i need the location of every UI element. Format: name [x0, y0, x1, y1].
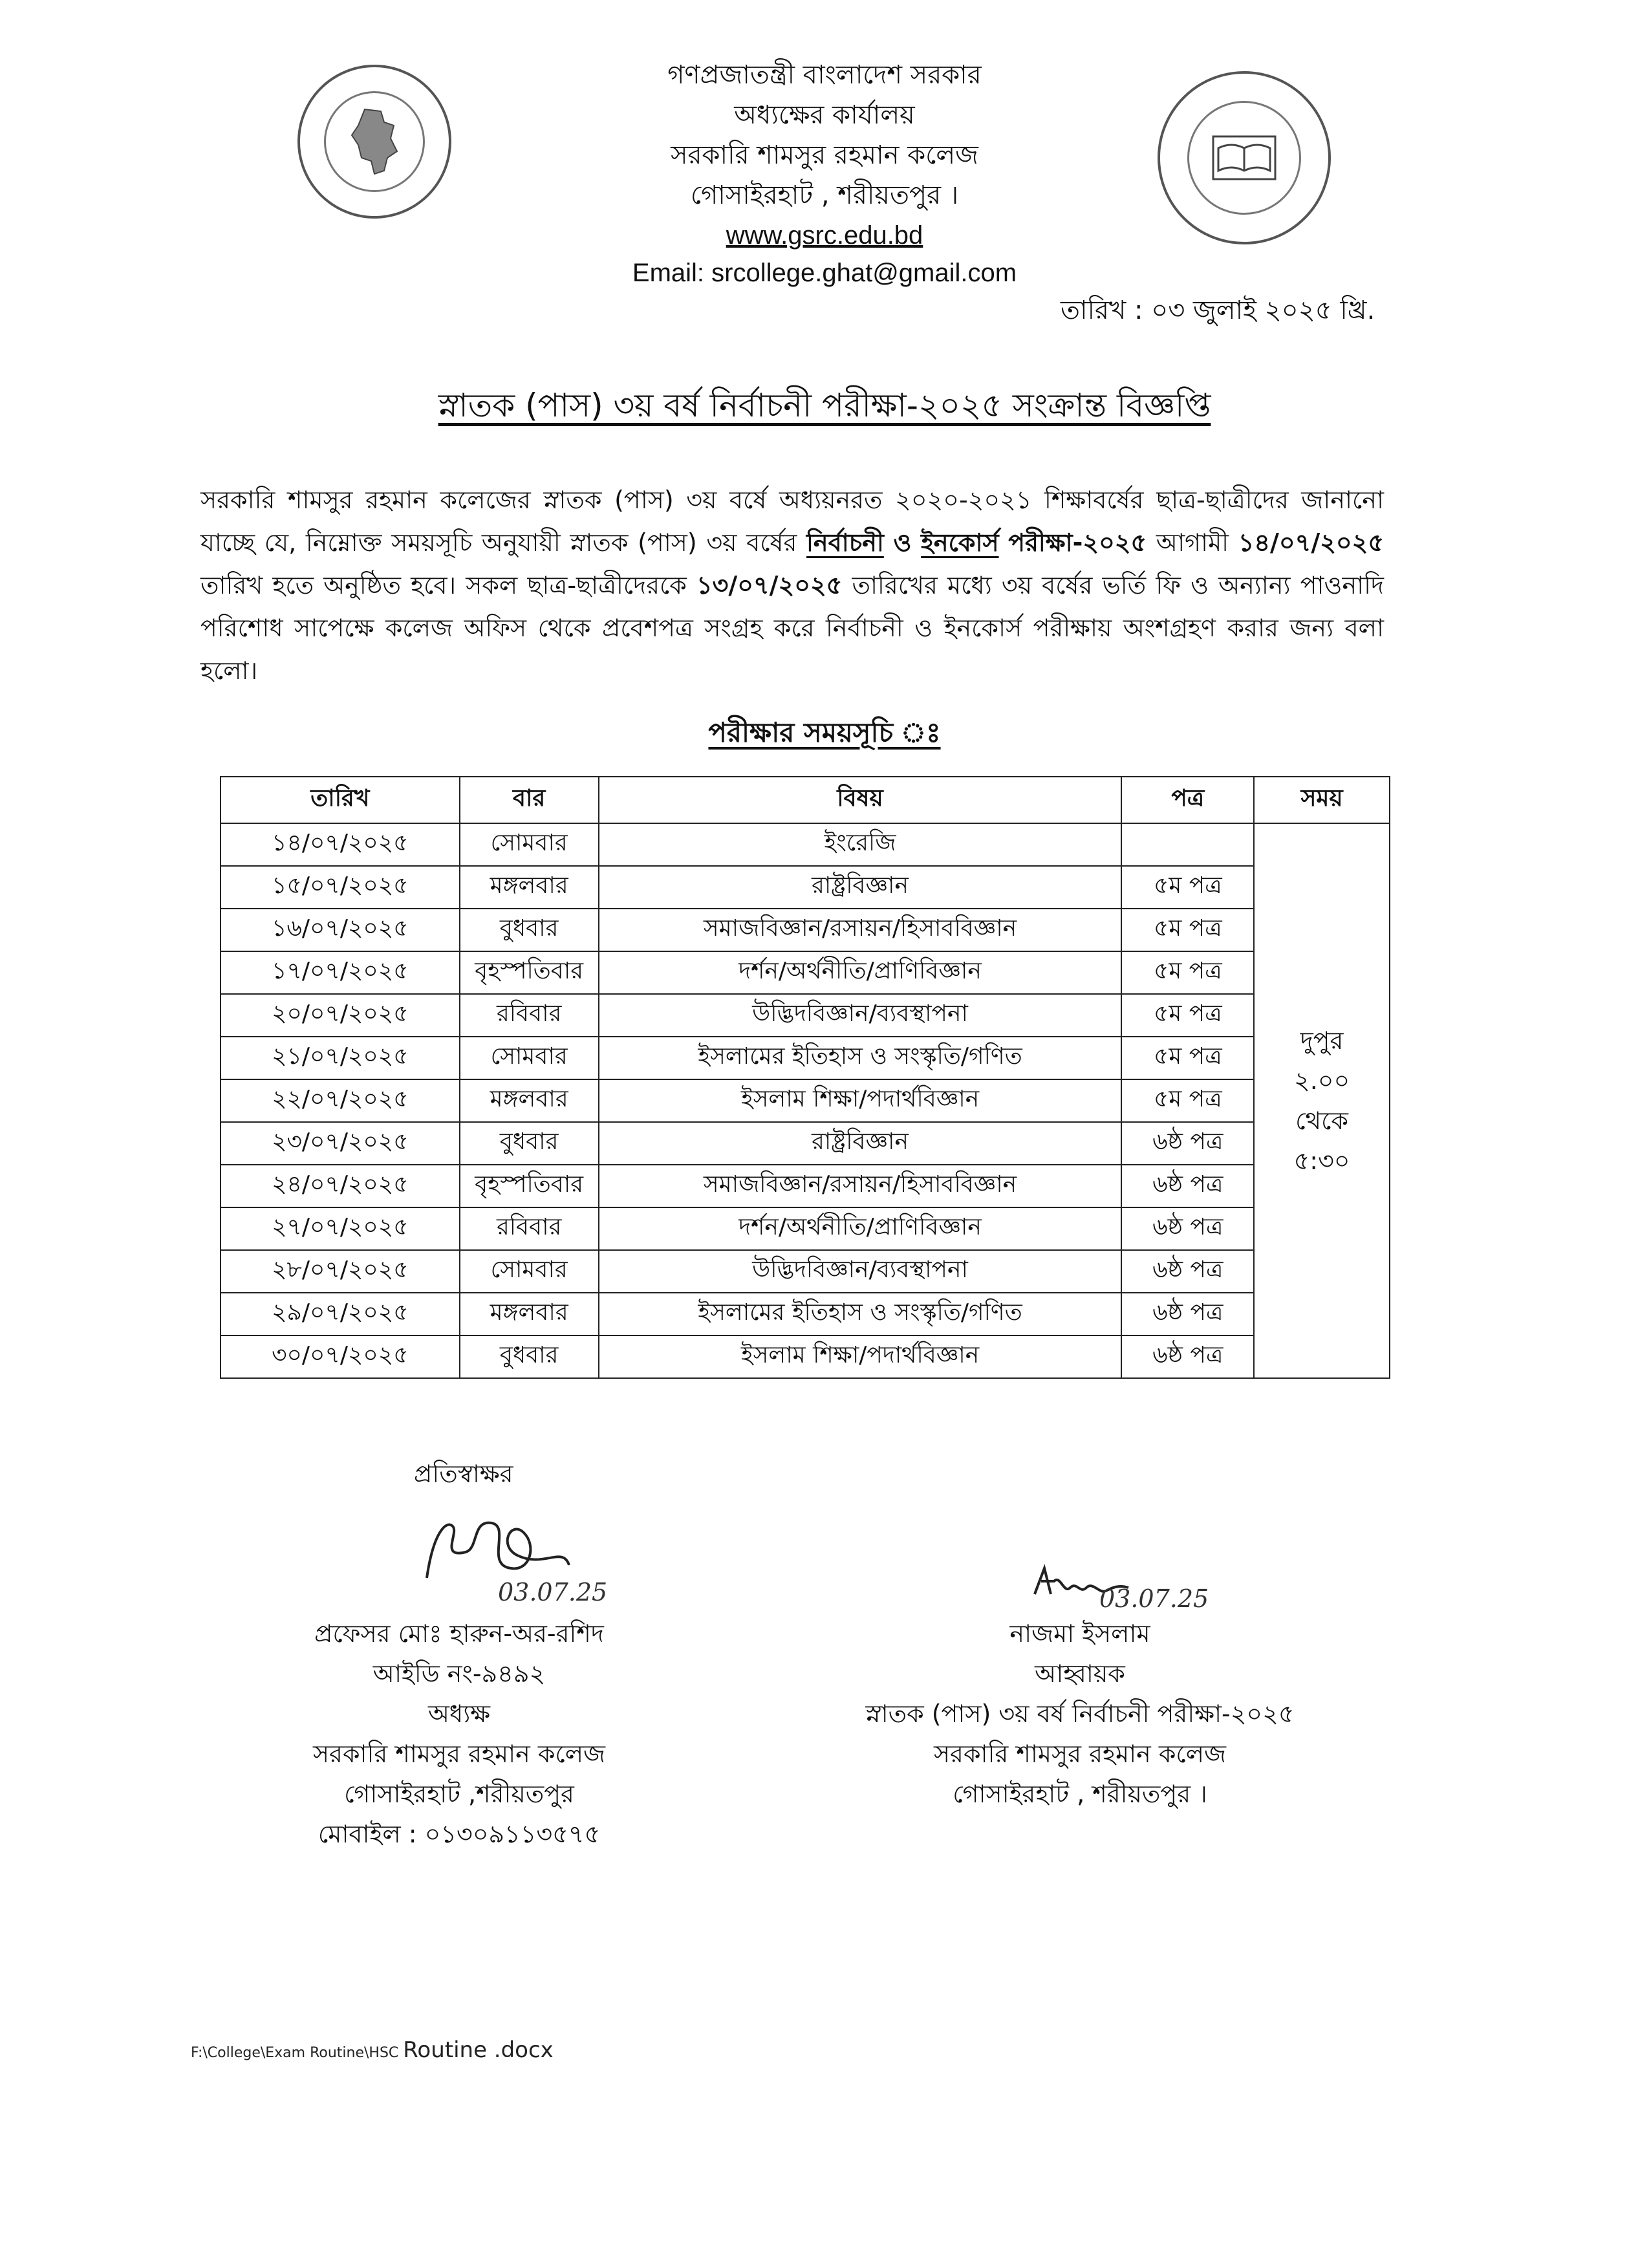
- body-text-3: তারিখ হতে অনুষ্ঠিত হবে। সকল ছাত্র-ছাত্রীদেরকে: [200, 571, 687, 599]
- body-bold-4: পরীক্ষা-২০২৫: [1008, 528, 1147, 557]
- table-row: [221, 1037, 1390, 1079]
- cell-day: রবিবার: [460, 994, 599, 1037]
- convener-committee: স্নাতক (পাস) ৩য় বর্ষ নির্বাচনী পরীক্ষা-২০২৫: [865, 1700, 1295, 1728]
- cell-date: ২৮/০৭/২০২৫: [221, 1250, 460, 1293]
- time-line: দুপুর: [1300, 1026, 1344, 1055]
- cell-paper: ৫ম পত্র: [1121, 866, 1254, 909]
- cell-subject: রাষ্ট্রবিজ্ঞান: [599, 866, 1122, 909]
- notice-date: তারিখ : ০৩ জুলাই ২০২৫ খ্রি.: [1061, 296, 1375, 325]
- cell-day: সোমবার: [460, 823, 599, 866]
- schedule-title: পরীক্ষার সময়সূচি ঃ: [708, 717, 941, 748]
- body-bold-1: নির্বাচনী: [806, 528, 884, 557]
- table-row: [221, 994, 1390, 1037]
- cell-paper: ৬ষ্ঠ পত্র: [1121, 1165, 1254, 1207]
- cell-subject: ইংরেজি: [599, 823, 1122, 866]
- cell-day: বৃহস্পতিবার: [460, 951, 599, 994]
- file-path-footer: [191, 2037, 554, 2063]
- file-path-name: Routine .docx: [403, 2037, 554, 2063]
- college-seal: [1158, 71, 1331, 244]
- body-bold-6: ১৩/০৭/২০২৫: [696, 571, 843, 599]
- cell-date: ২৭/০৭/২০২৫: [221, 1207, 460, 1250]
- cell-paper: ৬ষ্ঠ পত্র: [1121, 1335, 1254, 1378]
- cell-date: ১৭/০৭/২০২৫: [221, 951, 460, 994]
- table-header-row: [221, 777, 1390, 823]
- header-date: তারিখ: [221, 777, 460, 823]
- cell-date: ২৪/০৭/২০২৫: [221, 1165, 460, 1207]
- table-row: [221, 1122, 1390, 1165]
- college-address: গোসাইরহাট , শরীয়তপুর ।: [690, 180, 959, 210]
- convener-title: আহ্বায়ক: [1035, 1659, 1125, 1688]
- convener-name: নাজমা ইসলাম: [1009, 1619, 1150, 1648]
- govt-line: গণপ্রজাতন্ত্রী বাংলাদেশ সরকার: [667, 60, 982, 90]
- cell-subject: রাষ্ট্রবিজ্ঞান: [599, 1122, 1122, 1165]
- table-row: [221, 1250, 1390, 1293]
- cell-date: ৩০/০৭/২০২৫: [221, 1335, 460, 1378]
- convener-block: [802, 1614, 1358, 1814]
- cell-day: বুধবার: [460, 1335, 599, 1378]
- header-time: সময়: [1254, 777, 1390, 823]
- cell-date: ২২/০৭/২০২৫: [221, 1079, 460, 1122]
- cell-day: মঙ্গলবার: [460, 1079, 599, 1122]
- cell-date: ২৯/০৭/২০২৫: [221, 1293, 460, 1335]
- cell-subject: ইসলামের ইতিহাস ও সংস্কৃতি/গণিত: [599, 1037, 1122, 1079]
- cell-date: ২০/০৭/২০২৫: [221, 994, 460, 1037]
- convener-org: সরকারি শামসুর রহমান কলেজ: [933, 1740, 1227, 1768]
- table-row: [221, 951, 1390, 994]
- cell-paper: ৬ষ্ঠ পত্র: [1121, 1122, 1254, 1165]
- cell-subject: উদ্ভিদবিজ্ঞান/ব্যবস্থাপনা: [599, 994, 1122, 1037]
- cell-day: মঙ্গলবার: [460, 1293, 599, 1335]
- cell-day: মঙ্গলবার: [460, 866, 599, 909]
- cell-subject: সমাজবিজ্ঞান/রসায়ন/হিসাববিজ্ঞান: [599, 909, 1122, 951]
- time-line: ৫:৩০: [1293, 1147, 1350, 1175]
- cell-paper: ৫ম পত্র: [1121, 994, 1254, 1037]
- cell-day: বুধবার: [460, 1122, 599, 1165]
- body-bold-2: ও: [893, 528, 912, 557]
- principal-org: সরকারি শামসুর রহমান কলেজ: [312, 1740, 606, 1768]
- cell-date: ১৬/০৭/২০২৫: [221, 909, 460, 951]
- table-row: [221, 1335, 1390, 1378]
- header-subject: বিষয়: [599, 777, 1122, 823]
- cell-day: রবিবার: [460, 1207, 599, 1250]
- principal-place: গোসাইরহাট ,শরীয়তপুর: [344, 1780, 574, 1808]
- cell-subject: ইসলাম শিক্ষা/পদার্থবিজ্ঞান: [599, 1335, 1122, 1378]
- header-day: বার: [460, 777, 599, 823]
- cell-day: সোমবার: [460, 1250, 599, 1293]
- cell-subject: দর্শন/অর্থনীতি/প্রাণিবিজ্ঞান: [599, 1207, 1122, 1250]
- file-path-dir: F:\College\Exam Routine\HSC: [191, 2045, 399, 2061]
- header-paper: পত্র: [1121, 777, 1254, 823]
- cell-date: ২৩/০৭/২০২৫: [221, 1122, 460, 1165]
- principal-name: প্রফেসর মোঃ হারুন-অর-রশিদ: [314, 1619, 604, 1648]
- table-row: [221, 823, 1390, 866]
- cell-subject: ইসলামের ইতিহাস ও সংস্কৃতি/গণিত: [599, 1293, 1122, 1335]
- convener-place: গোসাইরহাট , শরীয়তপুর ।: [953, 1780, 1207, 1808]
- cell-day: বৃহস্পতিবার: [460, 1165, 599, 1207]
- cell-day: সোমবার: [460, 1037, 599, 1079]
- cell-subject: ইসলাম শিক্ষা/পদার্থবিজ্ঞান: [599, 1079, 1122, 1122]
- body-bold-3: ইনকোর্স: [921, 528, 999, 557]
- table-row: [221, 1165, 1390, 1207]
- cell-paper: ৫ম পত্র: [1121, 1037, 1254, 1079]
- cell-paper: ৫ম পত্র: [1121, 951, 1254, 994]
- cell-paper: ৬ষ্ঠ পত্র: [1121, 1207, 1254, 1250]
- cell-day: বুধবার: [460, 909, 599, 951]
- principal-mobile: মোবাইল : ০১৩০৯১১৩৫৭৫: [318, 1820, 601, 1848]
- body-text-1: সরকারি শামসুর রহমান কলেজের স্নাতক (পাস) ৩য় বর্ষে অধ্যয়নরত ২০২০-২০২১ শিক্ষাবর্ষের ছাত্র-ছাত্রীদের জানানো যাচ্ছে যে, নিম্নোক্ত সময়সূচি অনুযায়ী স্নাতক (পাস) ৩য় বর্ষের: [200, 486, 1384, 557]
- cell-paper: ৫ম পত্র: [1121, 1079, 1254, 1122]
- body-bold-5: ১৪/০৭/২০২৫: [1238, 528, 1384, 557]
- time-line: ২.০০: [1293, 1066, 1350, 1095]
- cell-time: [1254, 823, 1390, 1378]
- cell-subject: দর্শন/অর্থনীতি/প্রাণিবিজ্ঞান: [599, 951, 1122, 994]
- table-row: [221, 866, 1390, 909]
- exam-schedule-table: [220, 776, 1390, 1379]
- table-row: [221, 1079, 1390, 1122]
- table-row: [221, 909, 1390, 951]
- website-link[interactable]: www.gsrc.edu.bd: [726, 221, 923, 250]
- cell-date: ১৫/০৭/২০২৫: [221, 866, 460, 909]
- cell-date: ২১/০৭/২০২৫: [221, 1037, 460, 1079]
- cell-subject: সমাজবিজ্ঞান/রসায়ন/হিসাববিজ্ঞান: [599, 1165, 1122, 1207]
- notice-title: স্নাতক (পাস) ৩য় বর্ষ নির্বাচনী পরীক্ষা-২০২৫ সংক্রান্ত বিজ্ঞপ্তি: [438, 387, 1211, 424]
- cell-paper: ৫ম পত্র: [1121, 909, 1254, 951]
- email-address: Email: srcollege.ghat@gmail.com: [632, 259, 1017, 287]
- college-name: সরকারি শামসুর রহমান কলেজ: [671, 140, 978, 170]
- principal-id: আইডি নং-৯৪৯২: [372, 1659, 546, 1688]
- cell-date: ১৪/০৭/২০২৫: [221, 823, 460, 866]
- cell-paper: ৬ষ্ঠ পত্র: [1121, 1293, 1254, 1335]
- open-book-icon: [1212, 135, 1277, 180]
- body-text-2: আগামী: [1156, 528, 1229, 557]
- principal-title: অধ্যক্ষ: [427, 1700, 490, 1728]
- time-line: থেকে: [1295, 1107, 1349, 1135]
- cell-subject: উদ্ভিদবিজ্ঞান/ব্যবস্থাপনা: [599, 1250, 1122, 1293]
- notice-body: [200, 479, 1384, 692]
- table-row: [221, 1293, 1390, 1335]
- principal-block: [259, 1614, 660, 1854]
- cell-paper: [1121, 823, 1254, 866]
- table-row: [221, 1207, 1390, 1250]
- office-line: অধ্যক্ষের কার্যালয়: [734, 100, 915, 130]
- convener-sign-date: 03.07.25: [1099, 1584, 1209, 1613]
- countersign-caption: প্রতিস্বাক্ষর: [414, 1460, 513, 1488]
- principal-sign-date: 03.07.25: [498, 1578, 608, 1606]
- cell-paper: ৬ষ্ঠ পত্র: [1121, 1250, 1254, 1293]
- body-text-4: তারিখের মধ্যে ৩য় বর্ষের ভর্তি ফি ও অন্যান্য পাওনাদি পরিশোধ সাপেক্ষে কলেজ অফিস থেকে প্রবেশপত্র সংগ্রহ করে নির্বাচনী ও ইনকোর্স পরীক্ষায় অংশগ্রহণ করার জন্য বলা হলো।: [200, 571, 1384, 685]
